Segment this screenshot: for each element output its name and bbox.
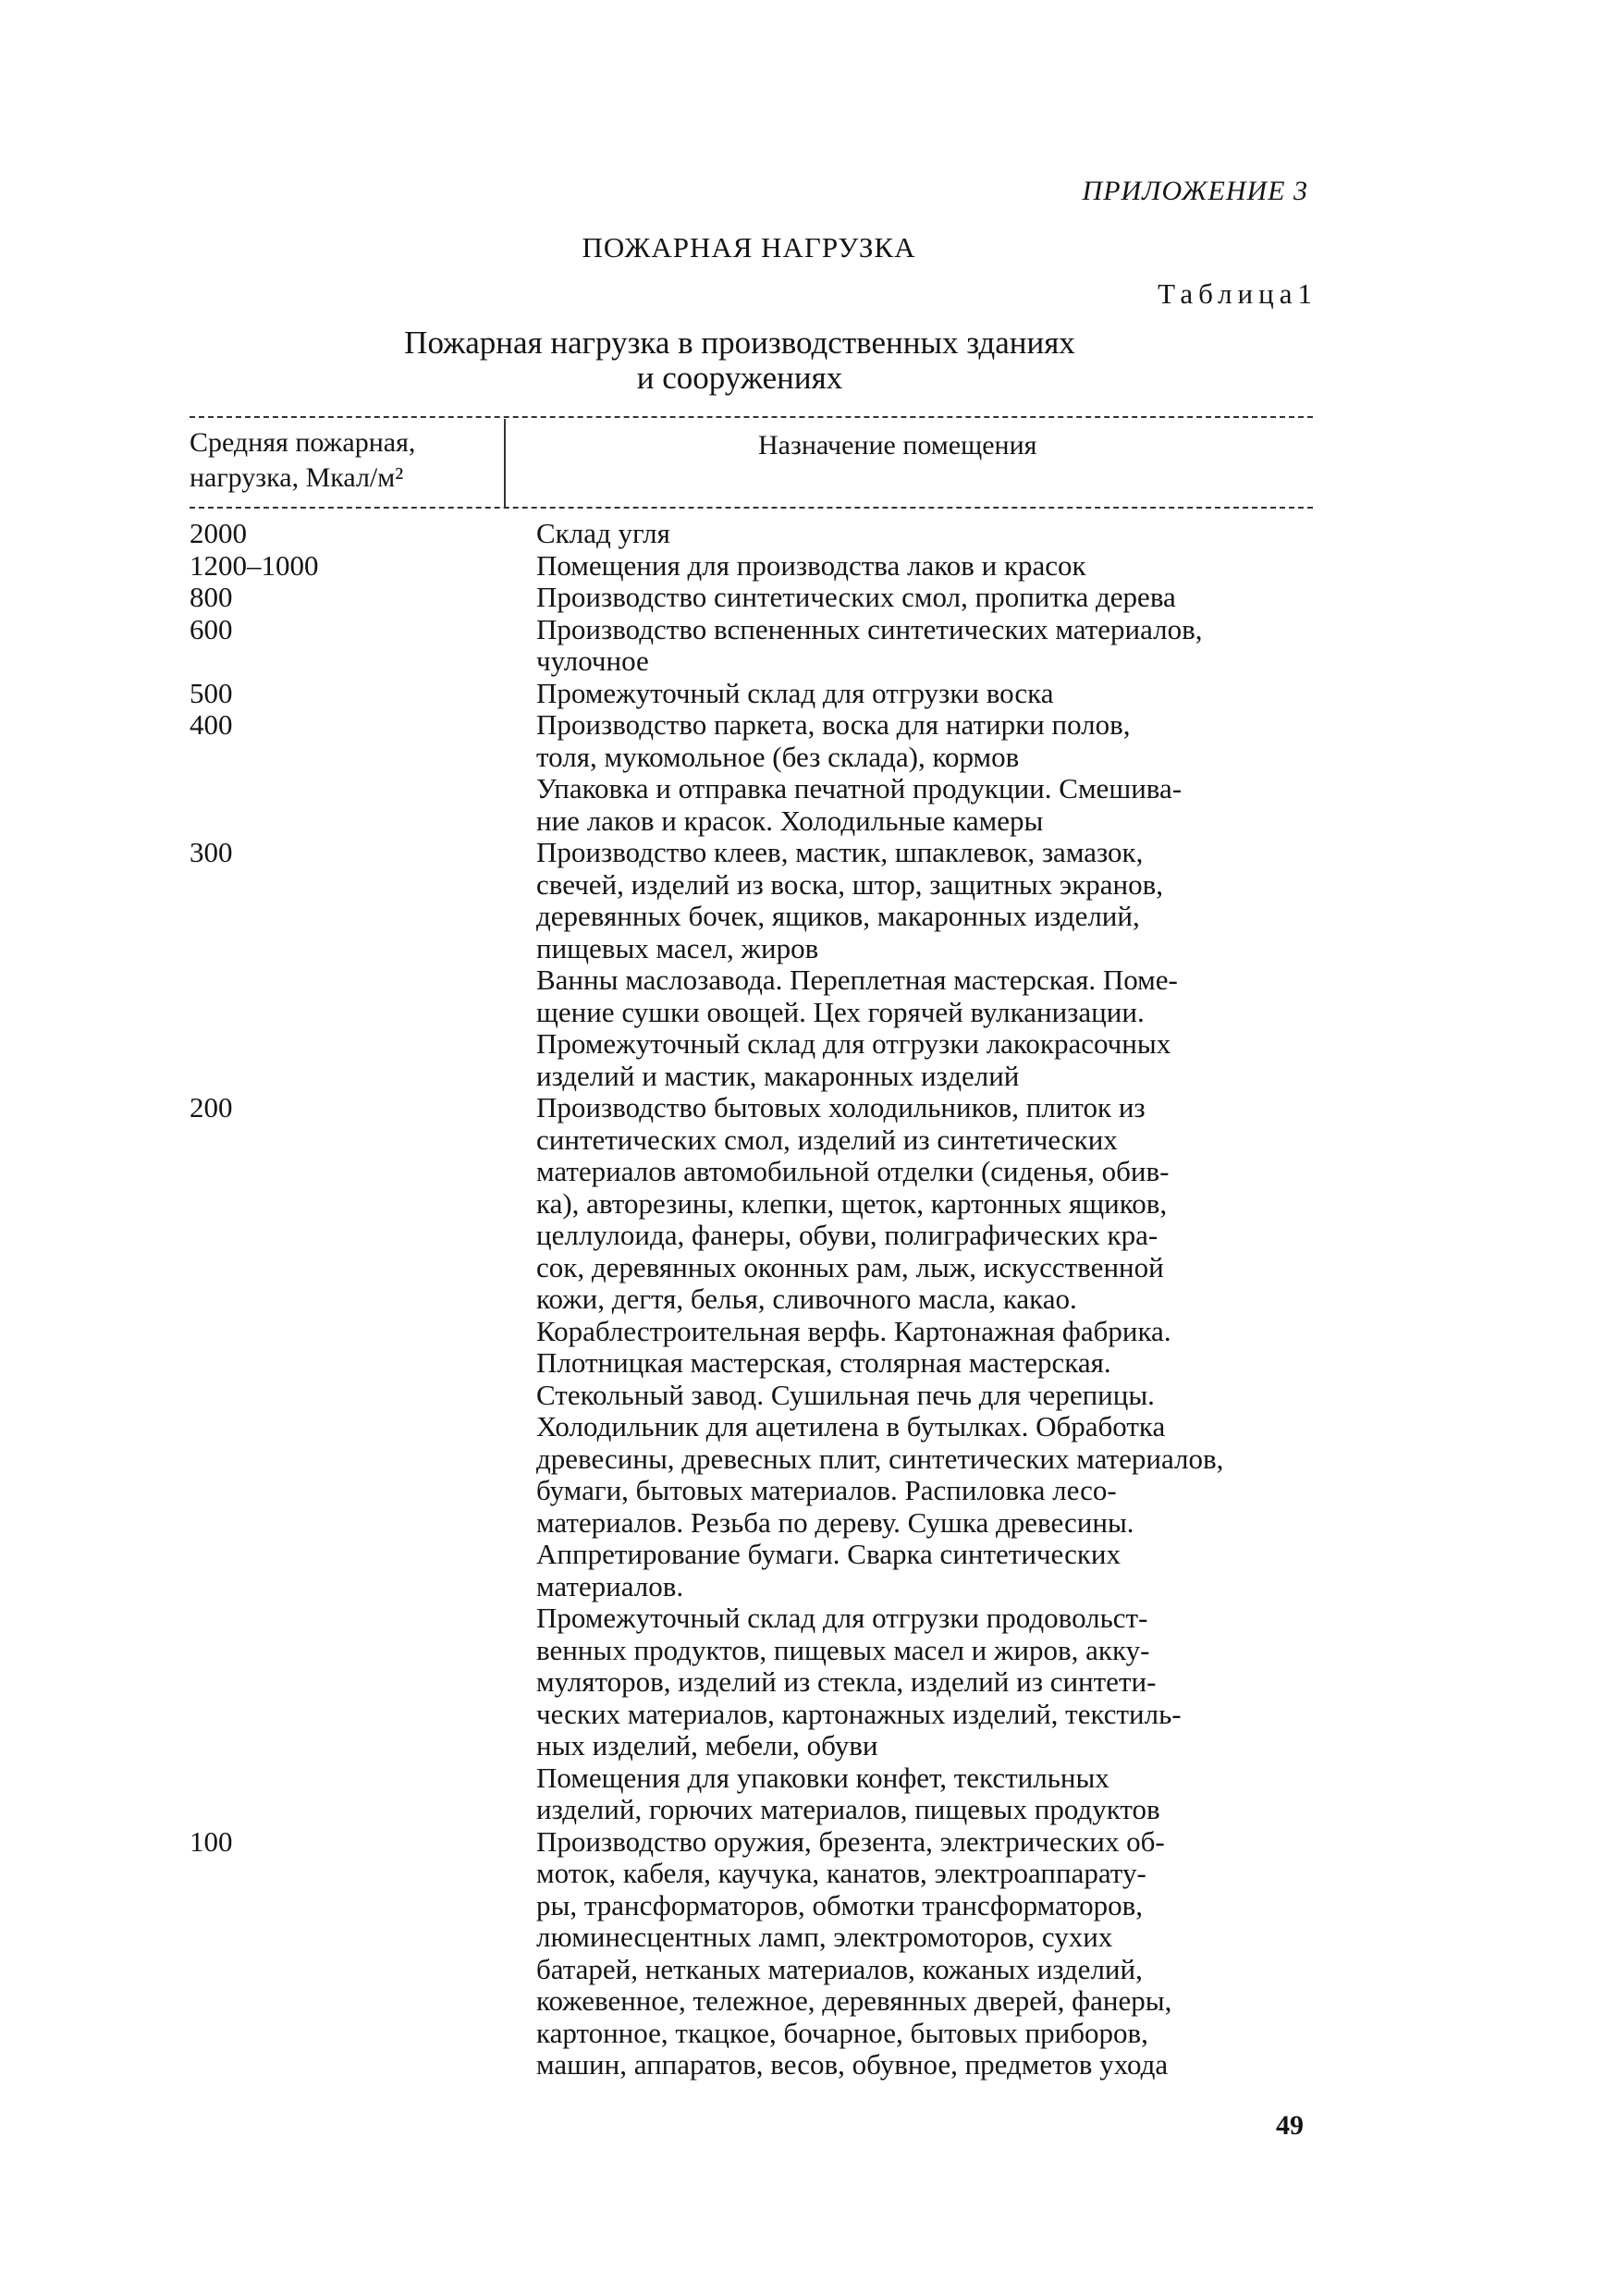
- room-purpose: Производство вспененных синтетических материалов, чулочное: [536, 612, 1203, 677]
- room-purpose: Упаковка и отправка печатной продукции. Смешива- ние лаков и красок. Холодильные камеры: [536, 772, 1183, 837]
- table-row: [0, 837, 1618, 964]
- page-number: 49: [1276, 2110, 1304, 2141]
- table-row: [0, 1602, 1618, 1762]
- fire-load-value: 600: [190, 612, 233, 645]
- table-body: [0, 518, 1618, 2081]
- table-row: [0, 1826, 1618, 2081]
- table-row: [0, 614, 1618, 678]
- room-purpose: Производство паркета, воска для натирки полов, толя, мукомольное (без склада), кормов: [536, 708, 1131, 773]
- fire-load-value: 400: [190, 708, 233, 741]
- table-caption: Пожарная нагрузка в производственных зданиях и сооружениях: [404, 325, 1075, 396]
- column-header-purpose: Назначение помещения: [758, 430, 1037, 460]
- room-purpose: Производство синтетических смол, пропитка дерева: [536, 581, 1176, 613]
- fire-load-value: 800: [190, 581, 233, 613]
- table-row: [0, 709, 1618, 773]
- column-header-load-line1: Средняя пожарная,: [190, 427, 416, 458]
- appendix-label: ПРИЛОЖЕНИЕ 3: [1082, 176, 1308, 206]
- room-purpose: Производство бытовых холодильников, плиток из синтетических смол, изделий из синтетических материалов автомобильной отделки (сиденья, обив- ка), авторезины, клепки, щеток, картонных ящиков, целлулоида, фанеры, обуви, полиграфических кра- сок, деревянных оконных рам, лыж, искусственной кожи, дегтя, белья, сливочного масла, какао. Кораблестроительная верфь. Картонажная фабрика. Плотницкая мастерская, столярная мастерская. Стекольный завод. Сушильная печь для черепицы. Холодильник для ацетилена в бутылках. Обработка древесины, древесных плит, синтетических материалов, бумаги, бытовых материалов. Распиловка лесо- материалов. Резьба по дереву. Сушка древесины. Аппретирование бумаги. Сварка синтетических материалов.: [536, 1091, 1224, 1602]
- table-row: [0, 550, 1618, 583]
- table-row: [0, 773, 1618, 837]
- section-title: ПОЖАРНАЯ НАГРУЗКА: [582, 231, 916, 264]
- table-row: [0, 1092, 1618, 1602]
- table-top-rule: [190, 416, 1313, 418]
- table-row: [0, 678, 1618, 710]
- room-purpose: Производство оружия, брезента, электрических об- моток, кабеля, каучука, канатов, электроаппарату- ры, трансформаторов, обмотки трансформаторов, люминесцентных ламп, электромоторов, сухих батарей, нетканых материалов, кожаных изделий, кожевенное, тележное, деревянных дверей, фанеры, картонное, ткацкое, бочарное, бытовых приборов, машин, аппаратов, весов, обувное, предметов ухода: [536, 1824, 1172, 2081]
- fire-load-value: 1200–1000: [190, 548, 319, 582]
- fire-load-value: 300: [190, 836, 233, 868]
- fire-load-value: 2000: [190, 517, 247, 549]
- room-purpose: Помещения для производства лаков и красок: [536, 548, 1086, 582]
- header-column-divider: [504, 419, 506, 507]
- column-header-load-line2: нагрузка, Мкал/м²: [190, 462, 404, 493]
- table-row: [0, 518, 1618, 550]
- fire-load-value: 500: [190, 676, 233, 709]
- room-purpose: Ванны маслозавода. Переплетная мастерская. Поме- щение сушки овощей. Цех горячей вулканизации. Промежуточный склад для отгрузки лакокрасочных изделий и мастик, макаронных изделий: [536, 964, 1178, 1092]
- table-row: [0, 582, 1618, 614]
- table-header-rule: [190, 507, 1313, 509]
- room-purpose: Производство клеев, мастик, шпаклевок, замазок, свечей, изделий из воска, штор, защитных экранов, деревянных бочек, ящиков, макаронных изделий, пищевых масел, жиров: [536, 836, 1164, 964]
- room-purpose: Промежуточный склад для отгрузки продовольст- венных продуктов, пищевых масел и жиров, акку- муляторов, изделий из стекла, изделий из синтети- ческих материалов, картонажных изделий, текстиль- ных изделий, мебели, обуви: [536, 1602, 1182, 1762]
- fire-load-value: 100: [190, 1824, 233, 1858]
- table-label: Таблица1: [1158, 277, 1318, 310]
- table-row: [0, 1762, 1618, 1826]
- column-header-load: [190, 425, 415, 496]
- room-purpose: Склад угля: [536, 517, 670, 549]
- fire-load-value: 200: [190, 1091, 233, 1123]
- table-row: [0, 964, 1618, 1092]
- room-purpose: Помещения для упаковки конфет, текстильных изделий, горючих материалов, пищевых продуктов: [536, 1761, 1160, 1825]
- room-purpose: Промежуточный склад для отгрузки воска: [536, 676, 1054, 709]
